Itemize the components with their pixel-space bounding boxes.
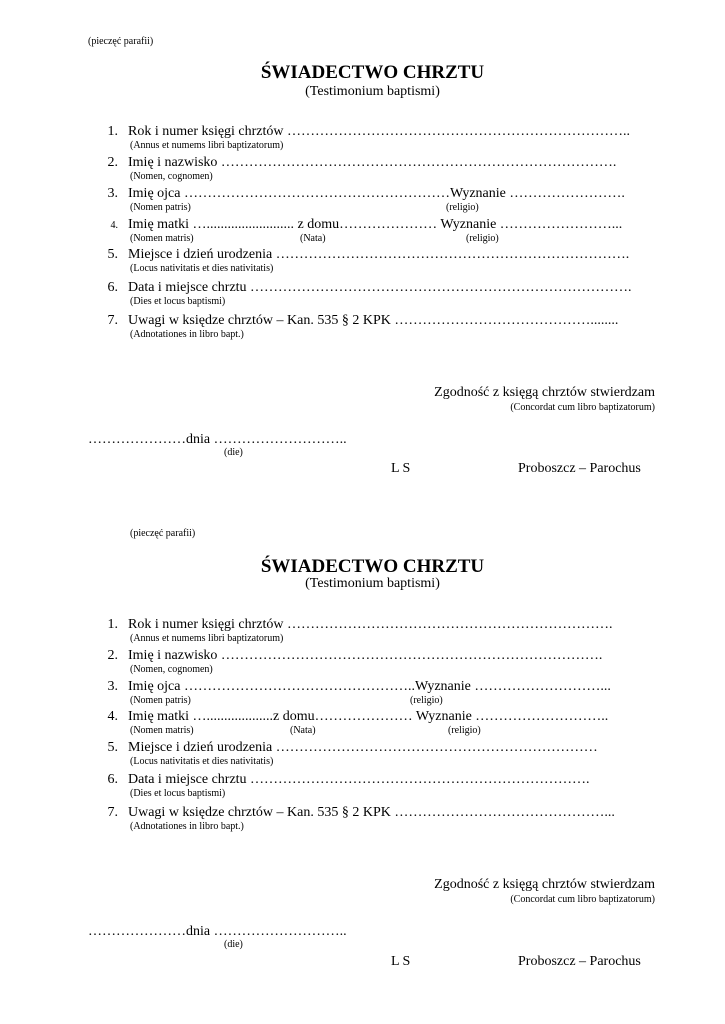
- item-text: Imię i nazwisko ………………………………………………………………………….: [128, 155, 617, 170]
- date-latin: (die): [224, 939, 243, 950]
- item-latin: (Nomen, cognomen): [130, 664, 213, 675]
- item-text: Imię ojca …………………………………………………Wyznanie …………………….: [128, 186, 625, 201]
- item-latin: (Dies et locus baptismi): [130, 788, 226, 799]
- item-number: 3.: [107, 679, 118, 694]
- parish-stamp-label: (pieczęć parafii): [88, 36, 154, 47]
- item-latin: (Nata): [290, 725, 316, 736]
- item-number: 5.: [107, 247, 118, 262]
- date-line: …………………dnia ………………………..: [88, 432, 347, 447]
- item-latin: (Dies et locus baptismi): [130, 296, 226, 307]
- item-number: 2.: [107, 648, 118, 663]
- item-number: 4.: [107, 709, 118, 724]
- item-latin: (Nomen patris): [130, 202, 191, 213]
- item-latin: (Adnotationes in libro bapt.): [130, 329, 244, 340]
- item-number: 3.: [107, 186, 118, 201]
- item-text: Imię matki …......................... z domu………………… Wyznanie ……………………...: [128, 217, 623, 232]
- item-latin: (Locus nativitatis et dies nativitatis): [130, 263, 274, 274]
- item-latin: (Adnotationes in libro bapt.): [130, 821, 244, 832]
- signature-label: Proboszcz – Parochus: [518, 461, 641, 476]
- date-latin: (die): [224, 447, 243, 458]
- item-latin: (religio): [466, 233, 499, 244]
- date-line: …………………dnia ………………………..: [88, 924, 347, 939]
- item-text: Miejsce i dzień urodzenia ………………………………………………………………….: [128, 247, 630, 262]
- item-latin: (Nata): [300, 233, 326, 244]
- certificate-subtitle: (Testimonium baptismi): [305, 84, 440, 99]
- item-text: Rok i numer księgi chrztów …………………………………………………………….: [128, 617, 613, 632]
- item-number: 2.: [107, 155, 118, 170]
- item-number: 6.: [107, 280, 118, 295]
- item-latin: (Annus et numems libri baptizatorum): [130, 633, 284, 644]
- item-text: Data i miejsce chrztu ……………………………………………………………………….: [128, 280, 632, 295]
- item-number: 7.: [107, 313, 118, 328]
- item-latin: (religio): [410, 695, 443, 706]
- certificate-subtitle: (Testimonium baptismi): [305, 576, 440, 591]
- item-latin: (Locus nativitatis et dies nativitatis): [130, 756, 274, 767]
- item-latin: (Nomen patris): [130, 695, 191, 706]
- item-text: Imię matki …...................z domu………………… Wyznanie ………………………..: [128, 709, 609, 724]
- item-latin: (religio): [448, 725, 481, 736]
- item-text: Imię i nazwisko ……………………………………………………………………….: [128, 648, 603, 663]
- parish-stamp-label: (pieczęć parafii): [130, 528, 196, 539]
- item-number: 7.: [107, 805, 118, 820]
- item-number: 5.: [107, 740, 118, 755]
- item-text: Imię ojca …………………………………………..Wyznanie ………………………...: [128, 679, 611, 694]
- conformity-statement: Zgodność z księgą chrztów stwierdzam: [434, 385, 655, 400]
- item-text: Miejsce i dzień urodzenia ……………………………………………………………: [128, 740, 598, 755]
- item-latin: (Nomen matris): [130, 233, 194, 244]
- conformity-latin: (Concordat cum libro baptizatorum): [510, 894, 655, 905]
- certificate-title: ŚWIADECTWO CHRZTU: [260, 62, 485, 83]
- certificate-title: ŚWIADECTWO CHRZTU: [260, 556, 485, 577]
- seal-ls-label: L S: [391, 954, 411, 969]
- item-latin: (Nomen, cognomen): [130, 171, 213, 182]
- item-number: 4.: [110, 220, 118, 231]
- signature-label: Proboszcz – Parochus: [518, 954, 641, 969]
- item-number: 1.: [107, 124, 118, 139]
- item-latin: (religio): [446, 202, 479, 213]
- seal-ls-label: L S: [391, 461, 411, 476]
- item-latin: (Annus et numems libri baptizatorum): [130, 140, 284, 151]
- item-text: Uwagi w księdze chrztów – Kan. 535 § 2 KPK ……………………………………........: [128, 313, 619, 328]
- item-number: 1.: [107, 617, 118, 632]
- conformity-statement: Zgodność z księgą chrztów stwierdzam: [434, 877, 655, 892]
- conformity-latin: (Concordat cum libro baptizatorum): [510, 402, 655, 413]
- item-latin: (Nomen matris): [130, 725, 194, 736]
- item-number: 6.: [107, 772, 118, 787]
- item-text: Data i miejsce chrztu ……………………………………………………………….: [128, 772, 590, 787]
- item-text: Uwagi w księdze chrztów – Kan. 535 § 2 KPK ………………………………………...: [128, 805, 615, 820]
- item-text: Rok i numer księgi chrztów ………………………………………………………………..: [128, 124, 631, 139]
